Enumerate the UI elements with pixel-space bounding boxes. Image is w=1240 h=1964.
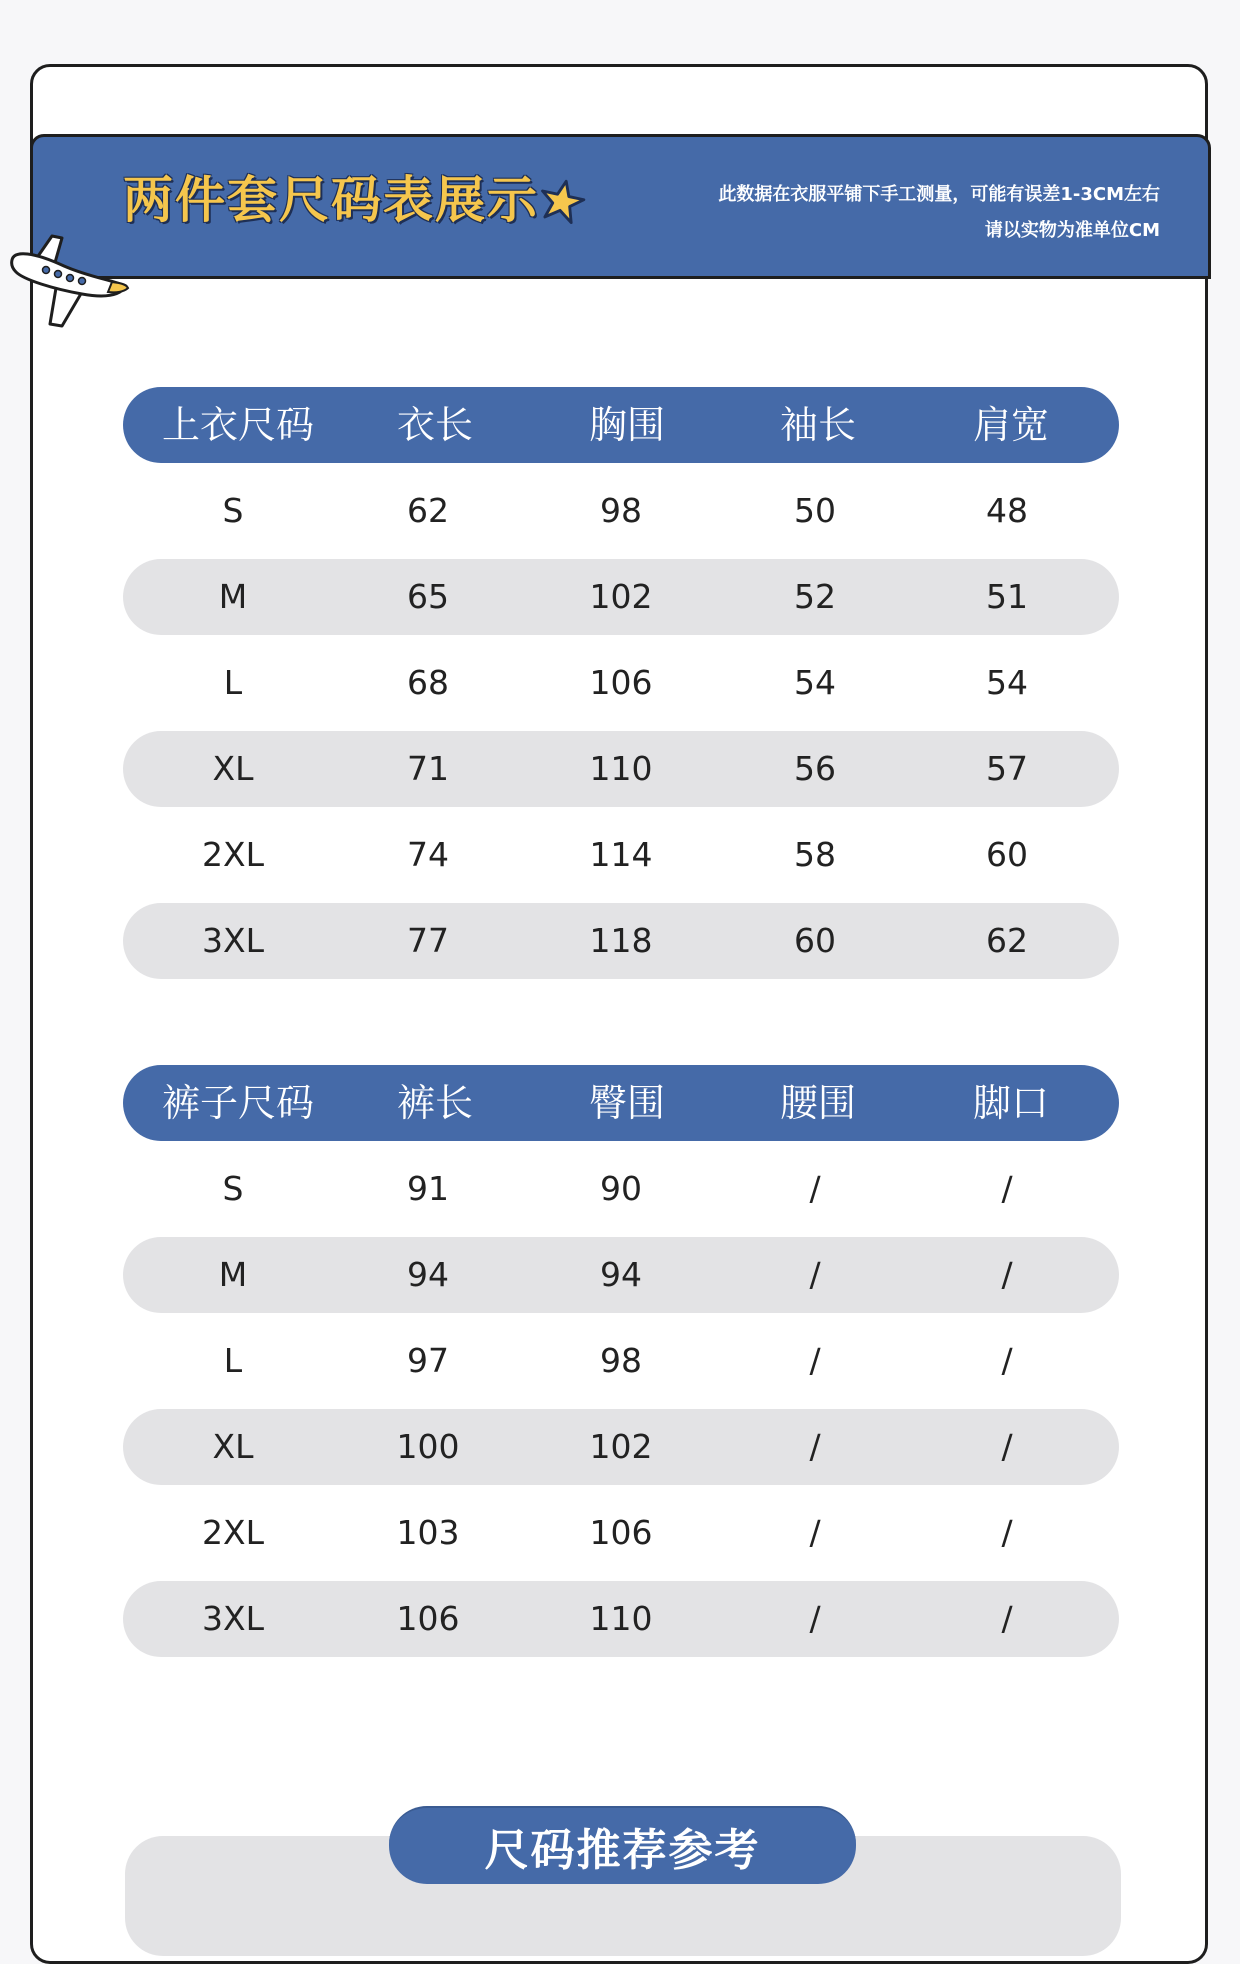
table-cell: 77: [407, 921, 449, 960]
header-hip: 臀围: [588, 1081, 666, 1125]
top-table-header: [123, 387, 1119, 463]
table-cell: L: [223, 663, 243, 702]
pants-table-rows: [123, 1151, 1119, 1657]
table-cell: S: [222, 1169, 244, 1208]
table-cell: 3XL: [202, 1599, 264, 1638]
table-cell: 98: [600, 491, 642, 530]
measurement-note: [718, 177, 1160, 249]
airplane-icon: [4, 222, 134, 332]
pants-size-table: [123, 1065, 1119, 1657]
table-cell: S: [222, 491, 244, 530]
table-cell: 97: [407, 1341, 449, 1380]
table-row: [123, 817, 1119, 893]
table-row: [123, 731, 1119, 807]
table-cell: 60: [794, 921, 836, 960]
recommendation-title: 尺码推荐参考: [389, 1806, 856, 1884]
table-cell: 2XL: [202, 1513, 264, 1552]
table-cell: 54: [794, 663, 836, 702]
table-cell: 51: [986, 577, 1028, 616]
table-cell: 106: [589, 663, 653, 702]
table-cell: 94: [407, 1255, 449, 1294]
table-cell: 100: [396, 1427, 460, 1466]
table-cell: /: [809, 1255, 821, 1294]
table-cell: 110: [589, 749, 653, 788]
table-cell: 90: [600, 1169, 642, 1208]
table-cell: 68: [407, 663, 449, 702]
table-row: [123, 473, 1119, 549]
measurement-note-line-2: 请以实物为准单位CM: [984, 220, 1160, 241]
header-sleeve: 袖长: [779, 403, 857, 447]
table-cell: /: [1001, 1513, 1013, 1552]
table-cell: L: [223, 1341, 243, 1380]
table-cell: 52: [794, 577, 836, 616]
table-row: [123, 1495, 1119, 1571]
table-cell: 106: [589, 1513, 653, 1552]
table-cell: M: [218, 1255, 248, 1294]
table-cell: 3XL: [202, 921, 264, 960]
header-chest: 胸围: [588, 403, 666, 447]
table-cell: 103: [396, 1513, 460, 1552]
table-cell: 91: [407, 1169, 449, 1208]
size-chart-card: [30, 64, 1208, 1964]
table-cell: 56: [794, 749, 836, 788]
header-pants-size: 裤子尺码: [161, 1081, 315, 1125]
header-length: 衣长: [396, 403, 474, 447]
header-pants-length: 裤长: [396, 1081, 474, 1125]
table-cell: 60: [986, 835, 1028, 874]
table-cell: 74: [407, 835, 449, 874]
header-leg-opening: 脚口: [972, 1081, 1050, 1125]
star-icon: [538, 177, 586, 225]
table-row: [123, 1409, 1119, 1485]
table-cell: 118: [589, 921, 653, 960]
table-cell: 54: [986, 663, 1028, 702]
table-cell: 57: [986, 749, 1028, 788]
table-cell: /: [1001, 1341, 1013, 1380]
top-table-rows: [123, 473, 1119, 979]
table-row: [123, 1323, 1119, 1399]
measurement-note-line-1: 此数据在衣服平铺下手工测量，可能有误差1-3CM左右: [718, 184, 1160, 205]
table-cell: 94: [600, 1255, 642, 1294]
table-cell: 98: [600, 1341, 642, 1380]
table-row: [123, 645, 1119, 721]
table-cell: 50: [794, 491, 836, 530]
title-banner: [30, 134, 1211, 279]
table-cell: 110: [589, 1599, 653, 1638]
table-cell: /: [1001, 1427, 1013, 1466]
table-row: [123, 1237, 1119, 1313]
table-cell: 102: [589, 1427, 653, 1466]
table-cell: /: [1001, 1599, 1013, 1638]
table-cell: 102: [589, 577, 653, 616]
table-cell: /: [809, 1427, 821, 1466]
table-cell: /: [809, 1599, 821, 1638]
table-row: [123, 903, 1119, 979]
table-row: [123, 1151, 1119, 1227]
header-waist: 腰围: [779, 1081, 857, 1125]
table-row: [123, 559, 1119, 635]
table-cell: 62: [986, 921, 1028, 960]
header-top-size: 上衣尺码: [161, 403, 315, 447]
header-shoulder: 肩宽: [972, 403, 1050, 447]
top-size-table: [123, 387, 1119, 979]
table-cell: 48: [986, 491, 1028, 530]
table-cell: /: [1001, 1255, 1013, 1294]
table-cell: 65: [407, 577, 449, 616]
table-cell: 2XL: [202, 835, 264, 874]
table-cell: 71: [407, 749, 449, 788]
table-cell: /: [809, 1513, 821, 1552]
table-cell: /: [1001, 1169, 1013, 1208]
table-cell: M: [218, 577, 248, 616]
page-title: 两件套尺码表展示: [123, 171, 539, 229]
table-cell: 114: [589, 835, 653, 874]
pants-table-header: [123, 1065, 1119, 1141]
table-cell: XL: [212, 749, 254, 788]
table-cell: 58: [794, 835, 836, 874]
table-cell: 106: [396, 1599, 460, 1638]
table-cell: XL: [212, 1427, 254, 1466]
table-cell: /: [809, 1341, 821, 1380]
table-cell: /: [809, 1169, 821, 1208]
table-row: [123, 1581, 1119, 1657]
table-cell: 62: [407, 491, 449, 530]
